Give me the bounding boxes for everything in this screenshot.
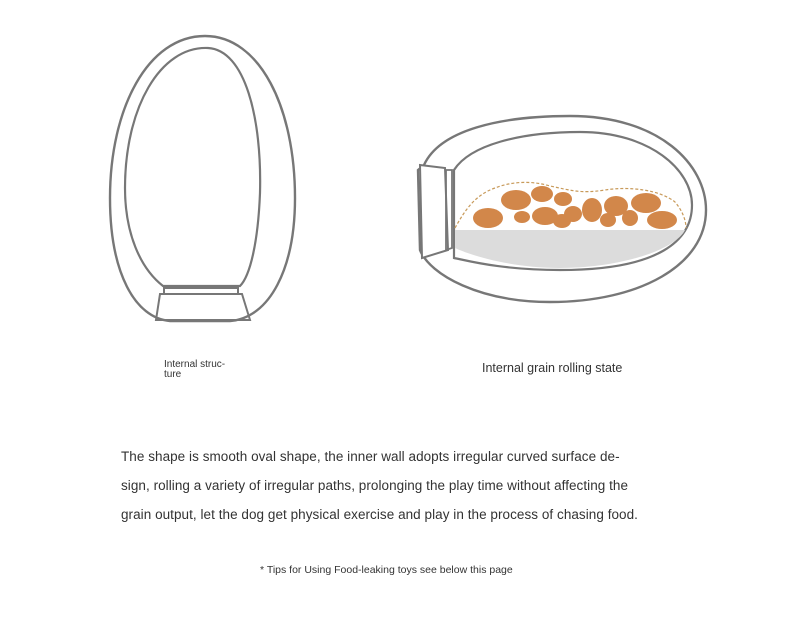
horizontal-egg-diagram [410, 110, 715, 310]
grain [564, 206, 582, 222]
grain [647, 211, 677, 229]
grain-rolling-figure [410, 110, 715, 310]
floor-tray [455, 230, 685, 268]
description-line: The shape is smooth oval shape, the inner wall adopts irregular curved surface de- [121, 449, 620, 464]
tips-note: * Tips for Using Food-leaking toys see below this page [260, 564, 513, 576]
grain [622, 210, 638, 226]
grain [531, 186, 553, 202]
cap-outer [420, 165, 448, 258]
grains [473, 186, 677, 229]
outer-shell [110, 36, 295, 321]
grain [501, 190, 531, 210]
outer-shell [418, 116, 706, 302]
base-plug [156, 294, 250, 320]
structure-caption [164, 360, 244, 380]
grain [631, 193, 661, 213]
upright-egg-diagram [100, 28, 310, 328]
grain [582, 198, 602, 222]
description-line: sign, rolling a variety of irregular paths, prolonging the play time without affecting the [121, 478, 629, 493]
structure-caption-line1: Internal struc- [164, 359, 226, 370]
structure-caption-line2: ture [164, 369, 182, 380]
internal-structure-figure [100, 28, 310, 328]
inner-cavity [125, 48, 260, 286]
grain [554, 192, 572, 206]
cap-inner [446, 170, 452, 250]
description-paragraph [121, 442, 681, 529]
rolling-caption: Internal grain rolling state [482, 361, 623, 375]
description-line: grain output, let the dog get physical exercise and play in the process of chasing food. [121, 507, 638, 522]
grain [514, 211, 530, 223]
grain [473, 208, 503, 228]
